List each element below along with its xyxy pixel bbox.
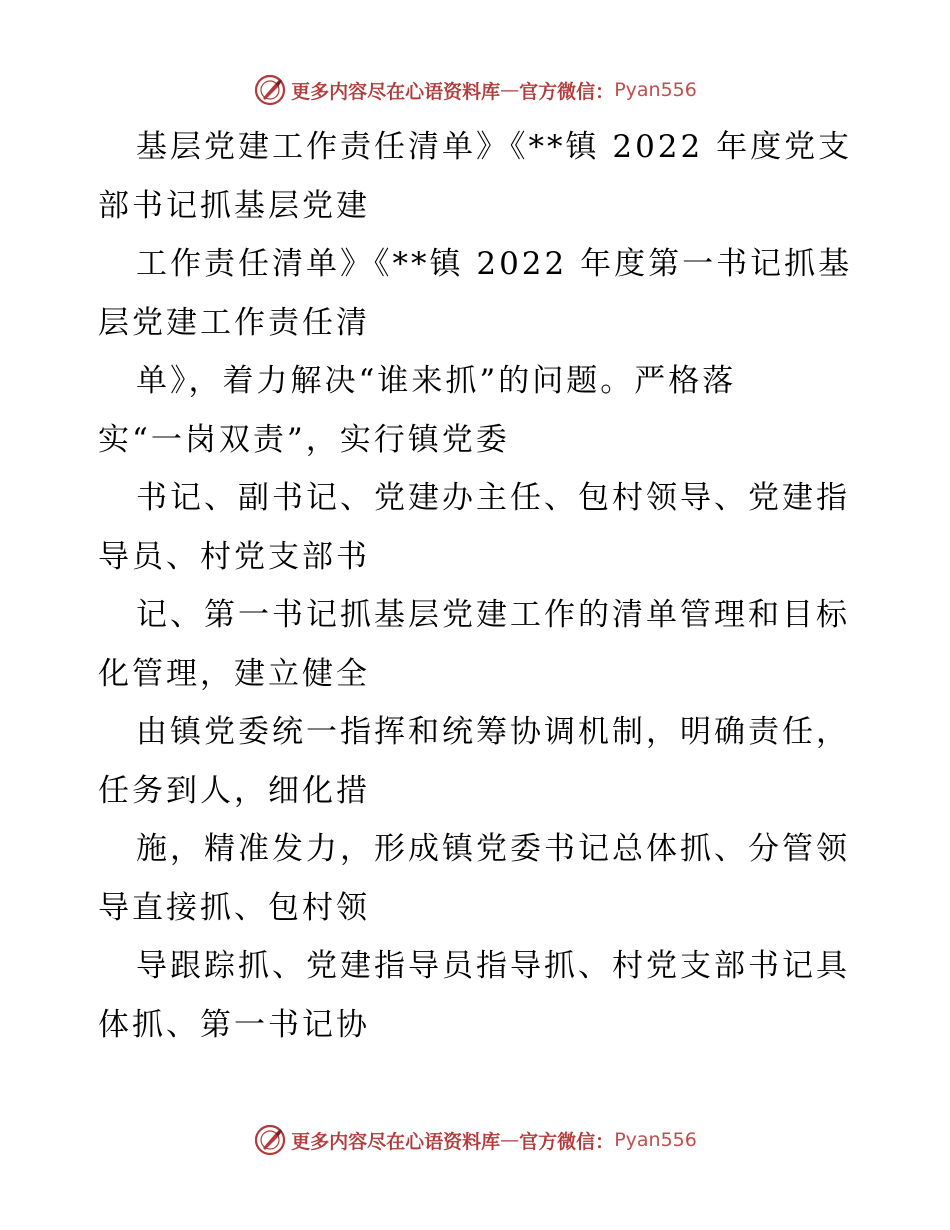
text-line-15: 导跟踪抓、党建指导员指导抓、村党支部书记具 — [136, 948, 850, 984]
text-line-3: 工作责任清单》《**镇 2022 年度第一书记抓基 — [136, 246, 853, 282]
footer-watermark — [0, 1120, 950, 1160]
text-line-12: 任务到人，细化措 — [98, 772, 370, 809]
document-body — [98, 118, 858, 1054]
text-line-4: 层党建工作责任清 — [98, 304, 370, 341]
pen-nib-logo-icon — [253, 73, 287, 107]
pen-nib-logo-icon — [253, 1123, 287, 1157]
watermark-main-text: 更多内容尽在心语资料库 — [291, 1130, 501, 1153]
watermark-sub-text: 官方微信： — [519, 1130, 615, 1153]
watermark-wechat-id: Pyan556 — [614, 79, 697, 101]
watermark-dash: — — [500, 1129, 520, 1151]
text-line-5: 单》，着力解决“谁来抓”的问题。严格落 — [136, 363, 737, 399]
watermark-main-text: 更多内容尽在心语资料库 — [291, 80, 501, 103]
text-line-9: 记、第一书记抓基层党建工作的清单管理和目标 — [136, 597, 850, 633]
text-line-7: 书记、副书记、党建办主任、包村领导、党建指 — [136, 480, 850, 516]
watermark-sub-text: 官方微信： — [519, 80, 615, 103]
text-line-11: 由镇党委统一指挥和统筹协调机制，明确责任， — [136, 714, 850, 750]
text-line-6: 实“一岗双责”，实行镇党委 — [98, 421, 510, 458]
text-line-13: 施，精准发力，形成镇党委书记总体抓、分管领 — [136, 831, 850, 867]
text-line-1: 基层党建工作责任清单》《**镇 2022 年度党支 — [136, 129, 853, 165]
watermark-dash: — — [500, 79, 520, 101]
text-line-14: 导直接抓、包村领 — [98, 889, 370, 926]
watermark-wechat-id: Pyan556 — [614, 1129, 697, 1151]
text-line-2: 部书记抓基层党建 — [98, 187, 370, 224]
text-line-10: 化管理，建立健全 — [98, 655, 370, 692]
text-line-8: 导员、村党支部书 — [98, 538, 370, 575]
header-watermark — [0, 70, 950, 110]
text-line-16: 体抓、第一书记协 — [98, 1006, 370, 1043]
